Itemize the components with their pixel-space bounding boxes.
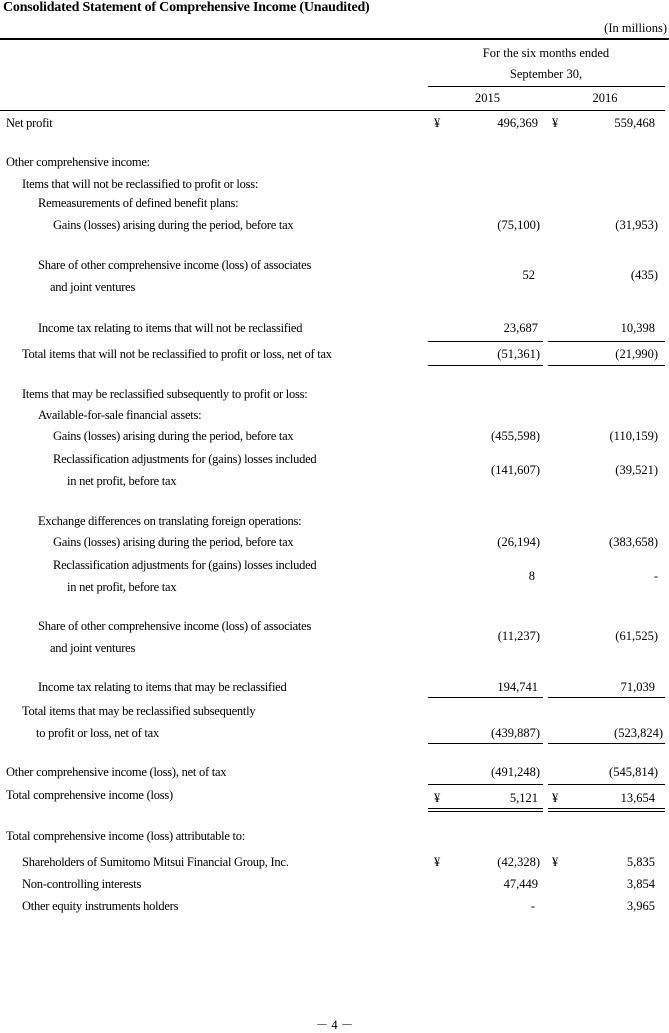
- yen-symbol: ¥: [552, 791, 559, 805]
- column-header-2016: 2016: [592, 91, 618, 105]
- fx-gains-label: Gains (losses) arising during the period, before tax: [53, 535, 294, 549]
- units-note: (In millions): [604, 21, 667, 35]
- double-rule-bottom: [548, 811, 665, 812]
- non-controlling-interests-label: Non-controlling interests: [22, 877, 142, 891]
- may-reclassify-heading: Items that may be reclassified subsequently to profit or loss:: [22, 387, 308, 401]
- shareholders-2015: (42,328): [497, 855, 540, 869]
- total-may-reclassify-label-1: Total items that may be reclassified subsequently: [22, 704, 256, 718]
- double-rule-top: [548, 808, 665, 809]
- total-not-reclassified-2016: (21,990): [615, 347, 658, 361]
- fx-gains-2016: (383,658): [609, 535, 658, 549]
- share-oci-associates-label-2: and joint ventures: [50, 280, 136, 294]
- total-rule: [548, 365, 665, 366]
- tax-not-reclassified-2015: 23,687: [503, 321, 538, 335]
- statement-title: Consolidated Statement of Comprehensive Income (Unaudited): [3, 0, 370, 15]
- yen-symbol: ¥: [434, 791, 441, 805]
- net-profit-2015: 496,369: [497, 116, 538, 130]
- not-reclassified-heading: Items that will not be reclassified to profit or loss:: [22, 177, 259, 191]
- fx-reclass-2015: 8: [528, 569, 535, 583]
- afs-reclass-label-2: in net profit, before tax: [67, 474, 177, 488]
- total-may-reclassify-2016: (523,824): [614, 726, 663, 740]
- afs-gains-2016: (110,159): [609, 429, 658, 443]
- oci-net-label: Other comprehensive income (loss), net of tax: [6, 765, 227, 779]
- subtotal-rule: [428, 697, 543, 698]
- total-not-reclassified-label: Total items that will not be reclassified to profit or loss, net of tax: [22, 347, 332, 361]
- yen-symbol: ¥: [552, 855, 559, 869]
- total-ci-label: Total comprehensive income (loss): [6, 788, 173, 802]
- non-controlling-interests-2016: 3,854: [626, 877, 655, 891]
- attributable-heading: Total comprehensive income (loss) attributable to:: [6, 829, 245, 843]
- header-bottom-rule: [0, 110, 665, 111]
- afs-reclass-label-1: Reclassification adjustments for (gains) losses included: [53, 452, 317, 466]
- fx-gains-2015: (26,194): [497, 535, 540, 549]
- double-rule-bottom: [428, 811, 543, 812]
- share-oci-associates-2-2016: (61,525): [615, 629, 658, 643]
- yen-symbol: ¥: [434, 855, 441, 869]
- subtotal-rule: [548, 697, 665, 698]
- total-ci-2016: 13,654: [620, 791, 655, 805]
- share-oci-associates-2016: (435): [630, 268, 658, 282]
- oci-heading: Other comprehensive income:: [6, 155, 150, 169]
- share-oci-associates-2-2015: (11,237): [497, 629, 540, 643]
- fx-reclass-label-1: Reclassification adjustments for (gains) losses included: [53, 558, 317, 572]
- other-equity-holders-2015: -: [530, 899, 535, 913]
- period-header-rule: [428, 86, 665, 87]
- afs-gains-label: Gains (losses) arising during the period, before tax: [53, 429, 294, 443]
- tax-not-reclassified-label: Income tax relating to items that will not be reclassified: [38, 321, 303, 335]
- tax-not-reclassified-2016: 10,398: [620, 321, 655, 335]
- total-ci-2015: 5,121: [509, 791, 538, 805]
- remeasurement-gains-2015: (75,100): [497, 218, 540, 232]
- total-rule: [428, 743, 543, 744]
- yen-symbol: ¥: [434, 116, 441, 130]
- other-equity-holders-2016: 3,965: [626, 899, 655, 913]
- afs-reclass-2016: (39,521): [615, 463, 658, 477]
- total-rule: [428, 365, 543, 366]
- share-oci-associates-2015: 52: [522, 268, 535, 282]
- total-may-reclassify-2015: (439,887): [491, 726, 540, 740]
- page-number: － 4 －: [315, 1018, 354, 1032]
- share-oci-associates-label-1: Share of other comprehensive income (loss) of associates: [38, 258, 312, 272]
- column-header-2015: 2015: [475, 91, 500, 105]
- subtotal-rule: [428, 784, 543, 785]
- total-not-reclassified-2015: (51,361): [497, 347, 540, 361]
- net-profit-label: Net profit: [6, 116, 53, 130]
- oci-net-2016: (545,814): [609, 765, 658, 779]
- share-oci-associates-2-label-1: Share of other comprehensive income (loss) of associates: [38, 619, 312, 633]
- non-controlling-interests-2015: 47,449: [503, 877, 538, 891]
- afs-reclass-2015: (141,607): [491, 463, 540, 477]
- net-profit-2016: 559,468: [614, 116, 655, 130]
- share-oci-associates-2-label-2: and joint ventures: [50, 641, 136, 655]
- fx-heading: Exchange differences on translating foreign operations:: [38, 514, 302, 528]
- afs-heading: Available-for-sale financial assets:: [38, 408, 202, 422]
- fx-reclass-label-2: in net profit, before tax: [67, 580, 177, 594]
- yen-symbol: ¥: [552, 116, 559, 130]
- other-equity-holders-label: Other equity instruments holders: [22, 899, 179, 913]
- period-header-line1: For the six months ended: [482, 46, 610, 60]
- header-top-rule: [0, 38, 669, 40]
- oci-net-2015: (491,248): [491, 765, 540, 779]
- fx-reclass-2016: -: [653, 569, 658, 583]
- double-rule-top: [428, 808, 543, 809]
- total-may-reclassify-label-2: to profit or loss, net of tax: [36, 726, 159, 740]
- remeasurement-gains-label: Gains (losses) arising during the period, before tax: [53, 218, 294, 232]
- subtotal-rule: [548, 784, 665, 785]
- remeasurement-gains-2016: (31,953): [615, 218, 658, 232]
- tax-may-reclassify-2015: 194,741: [497, 680, 538, 694]
- subtotal-rule: [428, 341, 543, 342]
- afs-gains-2015: (455,598): [491, 429, 540, 443]
- shareholders-2016: 5,835: [626, 855, 655, 869]
- tax-may-reclassify-label: Income tax relating to items that may be reclassified: [38, 680, 287, 694]
- subtotal-rule: [548, 341, 665, 342]
- period-header-line2: September 30,: [509, 67, 583, 81]
- remeasurements-heading: Remeasurements of defined benefit plans:: [38, 196, 239, 210]
- total-rule: [548, 743, 665, 744]
- shareholders-label: Shareholders of Sumitomo Mitsui Financial Group, Inc.: [22, 855, 289, 869]
- tax-may-reclassify-2016: 71,039: [620, 680, 655, 694]
